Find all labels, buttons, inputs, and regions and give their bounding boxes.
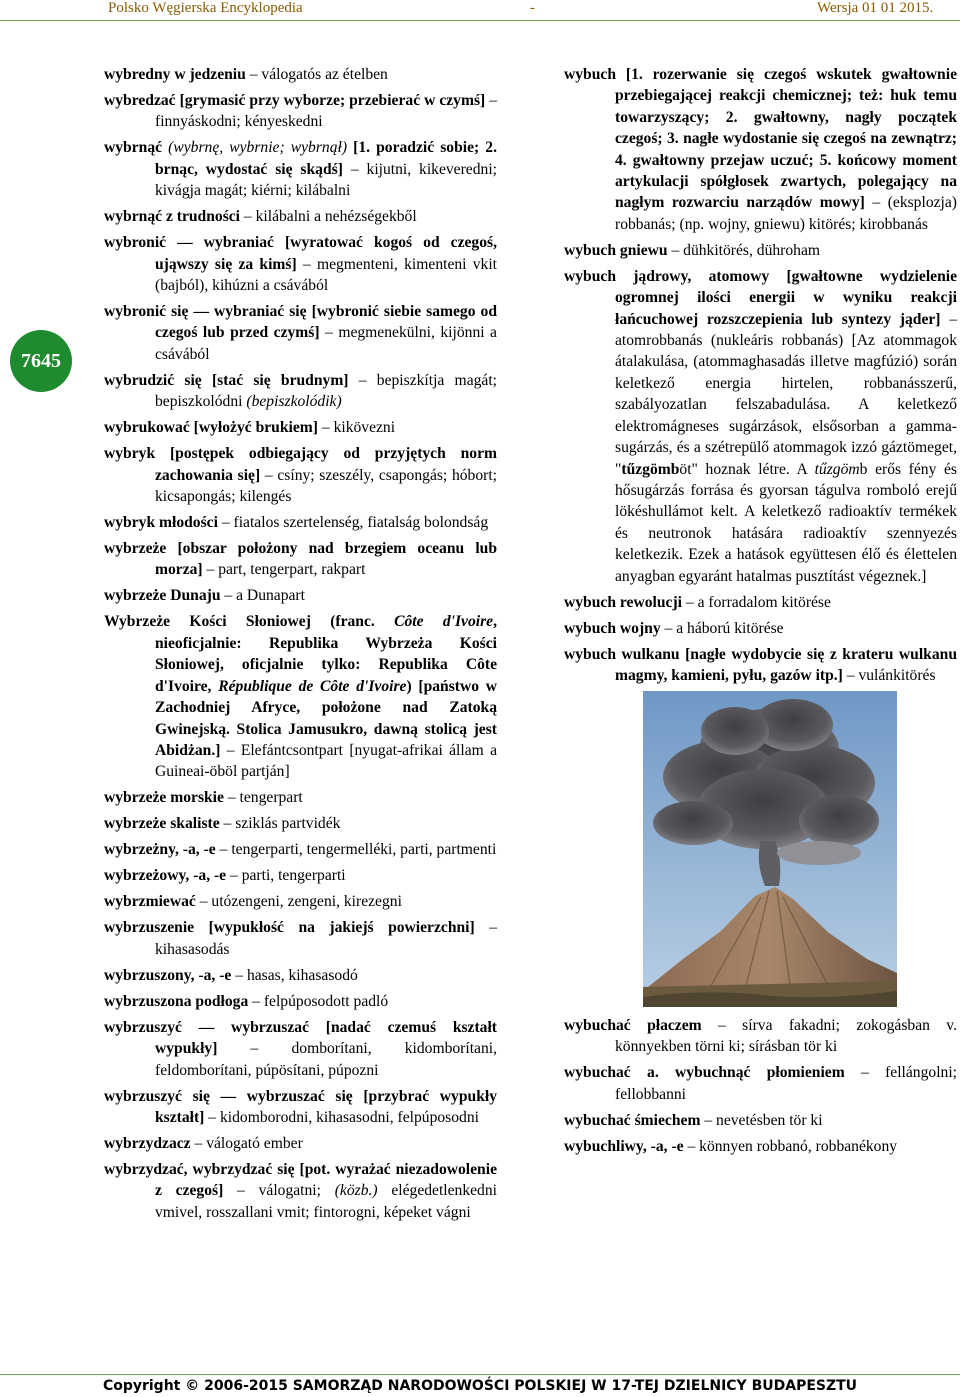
entry-headword: wybrzuszona podłoga: [104, 992, 249, 1010]
dictionary-entry: [564, 618, 957, 639]
entry-translation: – felpúposodott padló: [248, 992, 389, 1010]
entry-translation: – sírva fakadni; zokogásban v. könnyekben törni ki; sírásban tör ki: [615, 1016, 957, 1056]
entry-translation: – atomrobbanás (nukleáris robbanás) [Az atommagok átalakulása, (atommaghasadás illetve magfúzió) során keletkező energia hirtelen, robbanásszerű, szabályozatlan felszabadulása. A keletkező elektromágneses sugárzások, elsősorban a gamma-sugárzás, és a szétrepülő atommagok izzó gáztömeget, ": [615, 310, 958, 478]
entry-translation: elégedetlenkedni vmivel, rosszallani vmit; fintorogni, képeket vágni: [155, 1182, 497, 1221]
entry-translation: – sziklás partvidék: [219, 815, 341, 833]
entry-headword: wybrzeżowy, -a, -e: [104, 867, 227, 885]
dictionary-entry: [104, 1017, 497, 1081]
entry-headword: [1. poradzić sobie; 2. brnąc, wydostać się skądś]: [155, 139, 497, 178]
dictionary-entry: [104, 917, 497, 960]
entry-headword: tűzgömb: [621, 460, 680, 478]
entry-translation: – tengerparti, tengermelléki, parti, partmenti: [215, 841, 497, 859]
entry-translation: – kihasasodás: [155, 919, 497, 958]
entry-headword: wybrzuszyć — wybrzuszać [nadać czemuś kształt wypukły]: [104, 1018, 497, 1058]
entry-headword: wybrzuszyć się — wybrzuszać się [przybrać wypukły kształt]: [104, 1087, 497, 1126]
entry-translation: – kijutni, kikeveredni; kivágja magát; kiérni; kilábalni: [155, 160, 497, 200]
entry-translation: – a háború kitörése: [660, 619, 784, 637]
page-header: [0, 0, 960, 21]
dictionary-entry: [104, 232, 497, 296]
right-column: [564, 64, 957, 1162]
dictionary-entry: [564, 1062, 957, 1105]
entry-translation: – bepiszkítja magát; bepiszkolódni: [155, 371, 497, 411]
entry-translation: – domborítani, kidomborítani, feldomborítani, púpösítani, púpozni: [155, 1040, 497, 1079]
dictionary-entry: [104, 538, 497, 581]
entry-translation: – válogatós az ételben: [245, 66, 388, 83]
entry-translation: – vulánkitörés: [842, 666, 936, 684]
entry-translation: öt" hoznak létre. A: [679, 460, 815, 478]
entry-translation: – finnyáskodni; kényeskedni: [155, 92, 497, 131]
entry-headword: tűzgöm: [814, 460, 860, 478]
dictionary-entry: [104, 991, 497, 1012]
dictionary-entry: [104, 1159, 497, 1223]
entry-headword: (wybrnę, wybrnie; wybrnął): [168, 139, 348, 157]
entry-headword: wybrzuszony, -a, -e: [104, 966, 232, 984]
entry-headword: wybrzmiewać: [104, 893, 196, 911]
volcano-photo: [643, 691, 897, 1007]
entry-translation: – könnyen robbanó, robbanékony: [683, 1137, 898, 1155]
dictionary-entry: [564, 1110, 957, 1131]
entry-headword: wybrzeże Dunaju: [104, 587, 221, 605]
entry-translation: – kikövezni: [317, 419, 396, 437]
dictionary-entry: [104, 965, 497, 986]
dictionary-entry: [104, 90, 497, 133]
entry-translation: – (eksplozja) robbanás; (np. wojny, gniewu) kitörés; kirobbanás: [615, 194, 957, 233]
dictionary-entry: [564, 266, 957, 587]
entry-headword: wybrzydzać, wybrzydzać się [pot. wyrażać niezadowolenie z czegoś]: [104, 1160, 497, 1200]
dictionary-entry: [104, 585, 497, 606]
entry-headword: wybronić się — wybraniać się [wybronić siebie samego od czegoś lub przed czymś]: [104, 303, 497, 342]
right-column-bottom: [564, 1015, 957, 1157]
dictionary-entry: [104, 206, 497, 227]
entry-translation: – válogatni;: [223, 1182, 335, 1200]
entry-translation: – a Dunapart: [220, 587, 305, 605]
entry-headword: ) [państwo w Zachodniej Afryce, położone nad Zatoką Gwinejską. Stolica Jamusukro, dawną stolicą jest Abidżan.]: [155, 677, 498, 759]
dictionary-entry: [104, 443, 497, 507]
entry-translation: – utózengeni, zengeni, kirezegni: [195, 893, 402, 911]
dictionary-entry: [104, 891, 497, 912]
entry-headword: wybryk młodości: [104, 514, 218, 532]
entry-headword: wybuch wojny: [564, 619, 661, 637]
entry-translation: – parti, tengerparti: [226, 867, 346, 885]
dictionary-entry: [104, 370, 497, 413]
entry-translation: – a forradalom kitörése: [681, 593, 831, 611]
entry-headword: wybuch wulkanu [nagłe wydobycie się z krateru wulkanu magmy, kamieni, pyłu, gazów itp.]: [564, 645, 957, 684]
entry-headword: wybredzać [grymasić przy wyborze; przebierać w czymś]: [104, 92, 486, 109]
entry-headword: (közb.): [334, 1182, 378, 1200]
entry-headword: wybrzeżny, -a, -e: [104, 841, 216, 859]
right-column-top: [564, 64, 957, 686]
page-footer: Copyright © 2006-2015 SAMORZĄD NARODOWOŚCI POLSKIEJ W 17-TEJ DZIELNICY BUDAPESZTU: [0, 1374, 960, 1397]
entry-headword: wybuch gniewu: [564, 241, 668, 259]
entry-translation: – tengerpart: [223, 789, 303, 807]
entry-translation: – válogató ember: [190, 1134, 303, 1152]
entry-headword: wybuchać płaczem: [564, 1016, 702, 1034]
dictionary-entry: [564, 1136, 957, 1157]
entry-headword: wybrzydzacz: [104, 1134, 191, 1152]
entry-translation: – hasas, kihasasodó: [231, 966, 358, 984]
dictionary-entry: [104, 813, 497, 834]
entry-headword: wybrzeże morskie: [104, 789, 224, 807]
dictionary-entry: [564, 64, 957, 235]
entry-translation: – nevetésben tör ki: [700, 1111, 823, 1129]
entry-headword: wybrnąć z trudności: [104, 208, 241, 226]
entry-headword: , nieoficjalnie: Republika Wybrzeża Kości Słoniowej, oficjalnie tylko: Republika Côte d'Ivoire,: [155, 613, 498, 695]
entry-translation: – dühkitörés, dühroham: [667, 241, 821, 259]
dictionary-entry: [104, 839, 497, 860]
entry-translation: – part, tengerpart, rakpart: [202, 561, 366, 579]
entry-headword: wybrudzić się [stać się brudnym]: [104, 371, 349, 389]
dictionary-entry: [564, 592, 957, 613]
entry-headword: wybuch jądrowy, atomowy [gwałtowne wydzielenie ogromnej ilości energii w wyniku reakcji łańcuchowej rozszczepienia lub syntezy jąder]: [564, 267, 957, 328]
header-title: Polsko Węgierska Encyklopedia: [108, 0, 303, 16]
entry-headword: Wybrzeże Kości Słoniowej (franc.: [104, 613, 395, 631]
entry-headword: wybuchliwy, -a, -e: [564, 1137, 684, 1155]
dictionary-entry: [104, 611, 497, 782]
entry-translation: – Elefántcsontpart [nyugat-afrikai állam a Guineai-öböl partján]: [155, 741, 497, 781]
entry-translation: – megmenteni, kimenteni vkit (bajból), kihúzni a csávából: [155, 255, 497, 295]
dictionary-entry: [104, 865, 497, 886]
entry-headword: wybronić — wybraniać [wyratować kogoś od czegoś, ująwszy się za kimś]: [104, 234, 497, 273]
entry-headword: wybuchać śmiechem: [564, 1111, 701, 1129]
entry-headword: wybrukować [wyłożyć brukiem]: [104, 419, 318, 437]
left-column: [104, 64, 497, 1228]
entry-translation: – megmenekülni, kijönni a csávából: [155, 324, 497, 363]
dictionary-entry: [104, 64, 497, 85]
entry-translation: – kilábalni a nehézségekből: [240, 208, 417, 226]
entry-headword: (bepiszkolódik): [246, 393, 342, 411]
dictionary-entry: [564, 644, 957, 687]
entry-headword: wybrnąć: [104, 139, 169, 157]
dictionary-entry: [564, 240, 957, 261]
entry-headword: wybrzuszenie [wypukłość na jakiejś powierzchni]: [104, 919, 475, 937]
header-separator: -: [530, 0, 535, 16]
entry-headword: wybredny w jedzeniu: [104, 66, 246, 83]
entry-headword: wybuchać a. wybuchnąć płomieniem: [564, 1064, 845, 1082]
dictionary-entry: [104, 137, 497, 201]
entry-translation: b erős fény és hősugárzás forrása és gyorsan tágulva romboló erejű lökéshullámot kelt. A keletkező radioaktív termékek és neutronok hatására radioaktív szennyezés keletkezik. Ezek a hatások együttesen élő és élettelen anyagban egyaránt hatalmas pusztítást végeznek.]: [615, 460, 958, 585]
entry-translation: – fiatalos szertelenség, fiatalság bolondság: [217, 514, 489, 532]
page-number-badge: 7645: [10, 330, 72, 392]
dictionary-entry: [564, 1015, 957, 1058]
entry-translation: – csíny; szeszély, csapongás; hóbort; kicsapongás; kilengés: [155, 466, 497, 506]
dictionary-entry: [104, 417, 497, 438]
dictionary-entry: [104, 1086, 497, 1129]
dictionary-entry: [104, 787, 497, 808]
dictionary-entry: [104, 301, 497, 365]
entry-translation: – fellángolni; fellobbanni: [615, 1064, 957, 1103]
entry-headword: wybuch [1. rozerwanie się czegoś wskutek gwałtownie przebiegającej reakcji chemicznej; też: huk temu towarzyszący; 2. gwałtowny, nagły początek czegoś; 3. nagłe wydostanie się czegoś na zewnątrz; 4. gwałtowny przejaw uczuć; 5. końcowy moment artykulacji spółgłosek zwartych, polegający na nagłym rozwarciu narządów mowy]: [564, 66, 957, 212]
dictionary-entry: [104, 512, 497, 533]
entry-headword: wybrzeże skaliste: [104, 815, 220, 833]
entry-translation: – kidomborodni, kihasasodni, felpúposodni: [204, 1108, 479, 1126]
header-version: Wersja 01 01 2015.: [817, 0, 934, 16]
entry-headword: wybrzeże [obszar położony nad brzegiem oceanu lub morza]: [104, 540, 497, 579]
dictionary-entry: [104, 1133, 497, 1154]
entry-headword: wybuch rewolucji: [564, 593, 682, 611]
entry-headword: République de Côte d'Ivoire: [218, 677, 407, 695]
entry-headword: wybryk [postępek odbiegający od przyjętych norm zachowania się]: [104, 445, 497, 484]
entry-headword: Côte d'Ivoire: [394, 613, 494, 631]
